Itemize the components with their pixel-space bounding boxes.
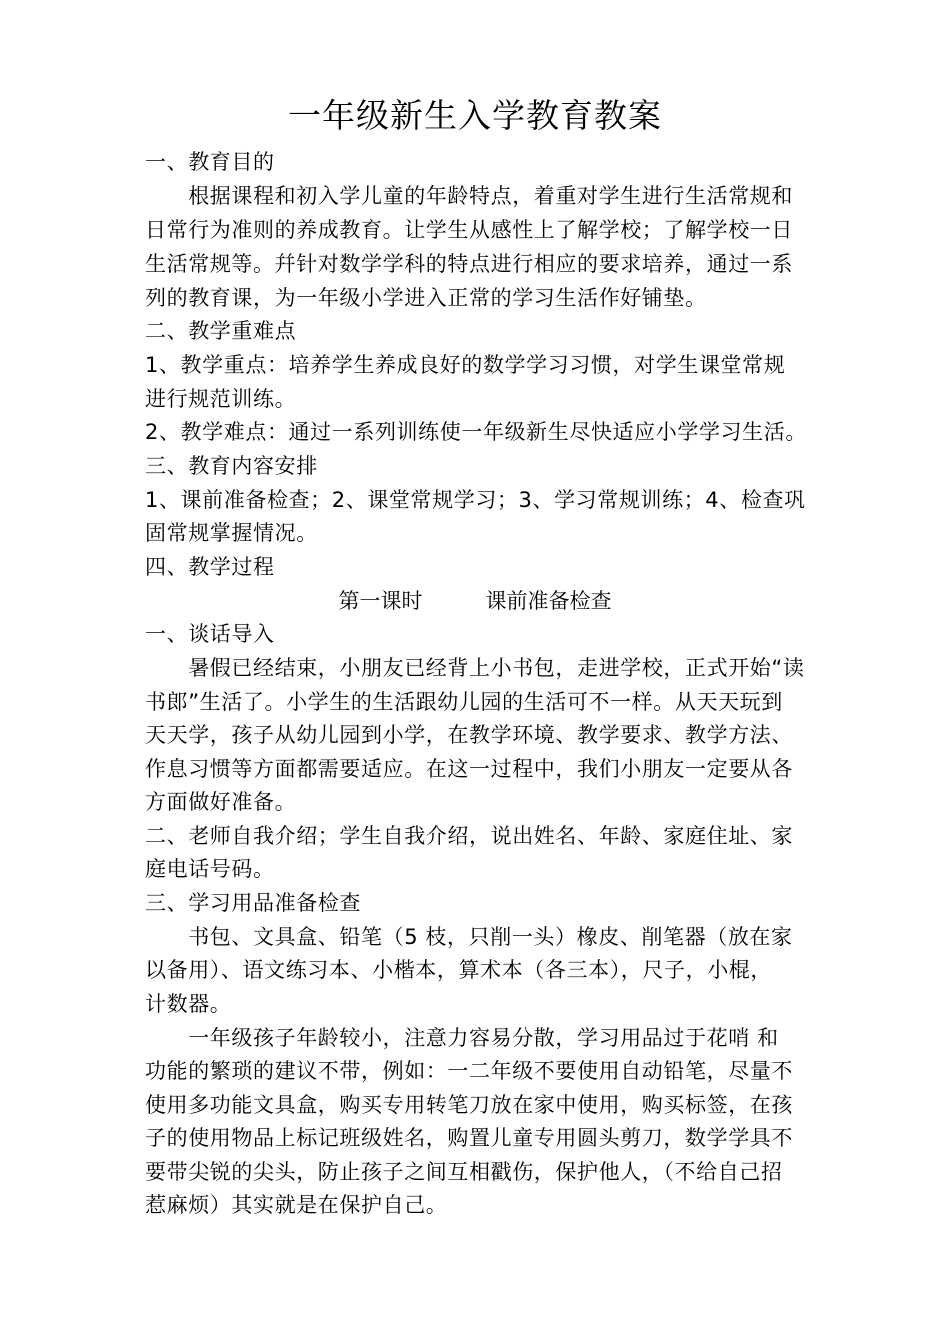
- paragraph-line: 天天学，孩子从幼儿园到小学，在教学环境、教学要求、教学方法、: [145, 723, 793, 747]
- paragraph-line: 功能的繁琐的建议不带，例如：一二年级不要使用自动铅笔，尽量不: [145, 1059, 793, 1083]
- paragraph-line: 计数器。: [145, 992, 232, 1016]
- section-heading: 二、教学重难点: [145, 319, 297, 343]
- paragraph-line: 生活常规等。幷针对数学学科的特点进行相应的要求培养，通过一系: [145, 252, 793, 276]
- section-heading: 三、教育内容安排: [145, 454, 318, 478]
- paragraph-line: 根据课程和初入学儿童的年龄特点，着重对学生进行生活常规和: [145, 184, 793, 208]
- paragraph-line: 书包、文具盒、铅笔（5 枝，只削一头）橡皮、削笔器（放在家: [145, 925, 793, 949]
- paragraph-line: 庭电话号码。: [145, 857, 275, 881]
- paragraph-line: 要带尖锐的尖头，防止孩子之间互相戳伤，保护他人，（不给自己招: [145, 1160, 783, 1184]
- paragraph-line: 使用多功能文具盒，购买专用转笔刀放在家中使用，购买标签，在孩: [145, 1093, 793, 1117]
- section-heading: 一、谈话导入: [145, 622, 275, 646]
- lesson-subtitle: 第一课时 课前准备检查: [338, 589, 612, 613]
- paragraph-line: 作息习惯等方面都需要适应。在这一过程中，我们小朋友一定要从各: [145, 757, 793, 781]
- paragraph-line: 1、课前准备检查；2、课堂常规学习；3、学习常规训练；4、检查巩: [145, 488, 806, 512]
- paragraph-line: 二、老师自我介绍；学生自我介绍，说出姓名、年龄、家庭住址、家: [145, 824, 793, 848]
- paragraph-line: 日常行为准则的养成教育。让学生从感性上了解学校；了解学校一日: [145, 218, 793, 242]
- paragraph-line: 惹麻烦）其实就是在保护自己。: [145, 1193, 448, 1217]
- paragraph-line: 以备用）、语文练习本、小楷本，算术本（各三本），尺子，小棍，: [145, 958, 772, 982]
- paragraph-line: 进行规范训练。: [145, 387, 297, 411]
- paragraph-line: 方面做好准备。: [145, 790, 297, 814]
- document-title: 一年级新生入学教育教案: [288, 96, 662, 135]
- paragraph-line: 列的教育课，为一年级小学进入正常的学习生活作好铺垫。: [145, 286, 707, 310]
- paragraph-line: 固常规掌握情况。: [145, 521, 318, 545]
- paragraph-line: 2、教学难点：通过一系列训练使一年级新生尽快适应小学学习生活。: [145, 420, 807, 444]
- section-heading: 一、教育目的: [145, 150, 275, 174]
- section-heading: 三、学习用品准备检查: [145, 891, 361, 915]
- section-heading: 四、教学过程: [145, 555, 275, 579]
- paragraph-line: 一年级孩子年龄较小，注意力容易分散，学习用品过于花哨 和: [145, 1026, 779, 1050]
- paragraph-line: 1、教学重点：培养学生养成良好的数学学习习惯，对学生课堂常规: [145, 353, 786, 377]
- paragraph-line: 暑假已经结束，小朋友已经背上小书包，走进学校，正式开始“读: [145, 656, 805, 680]
- paragraph-line: 子的使用物品上标记班级姓名，购置儿童专用圆头剪刀，数学学具不: [145, 1126, 793, 1150]
- paragraph-line: 书郎”生活了。小学生的生活跟幼儿园的生活可不一样。从天天玩到: [145, 690, 783, 714]
